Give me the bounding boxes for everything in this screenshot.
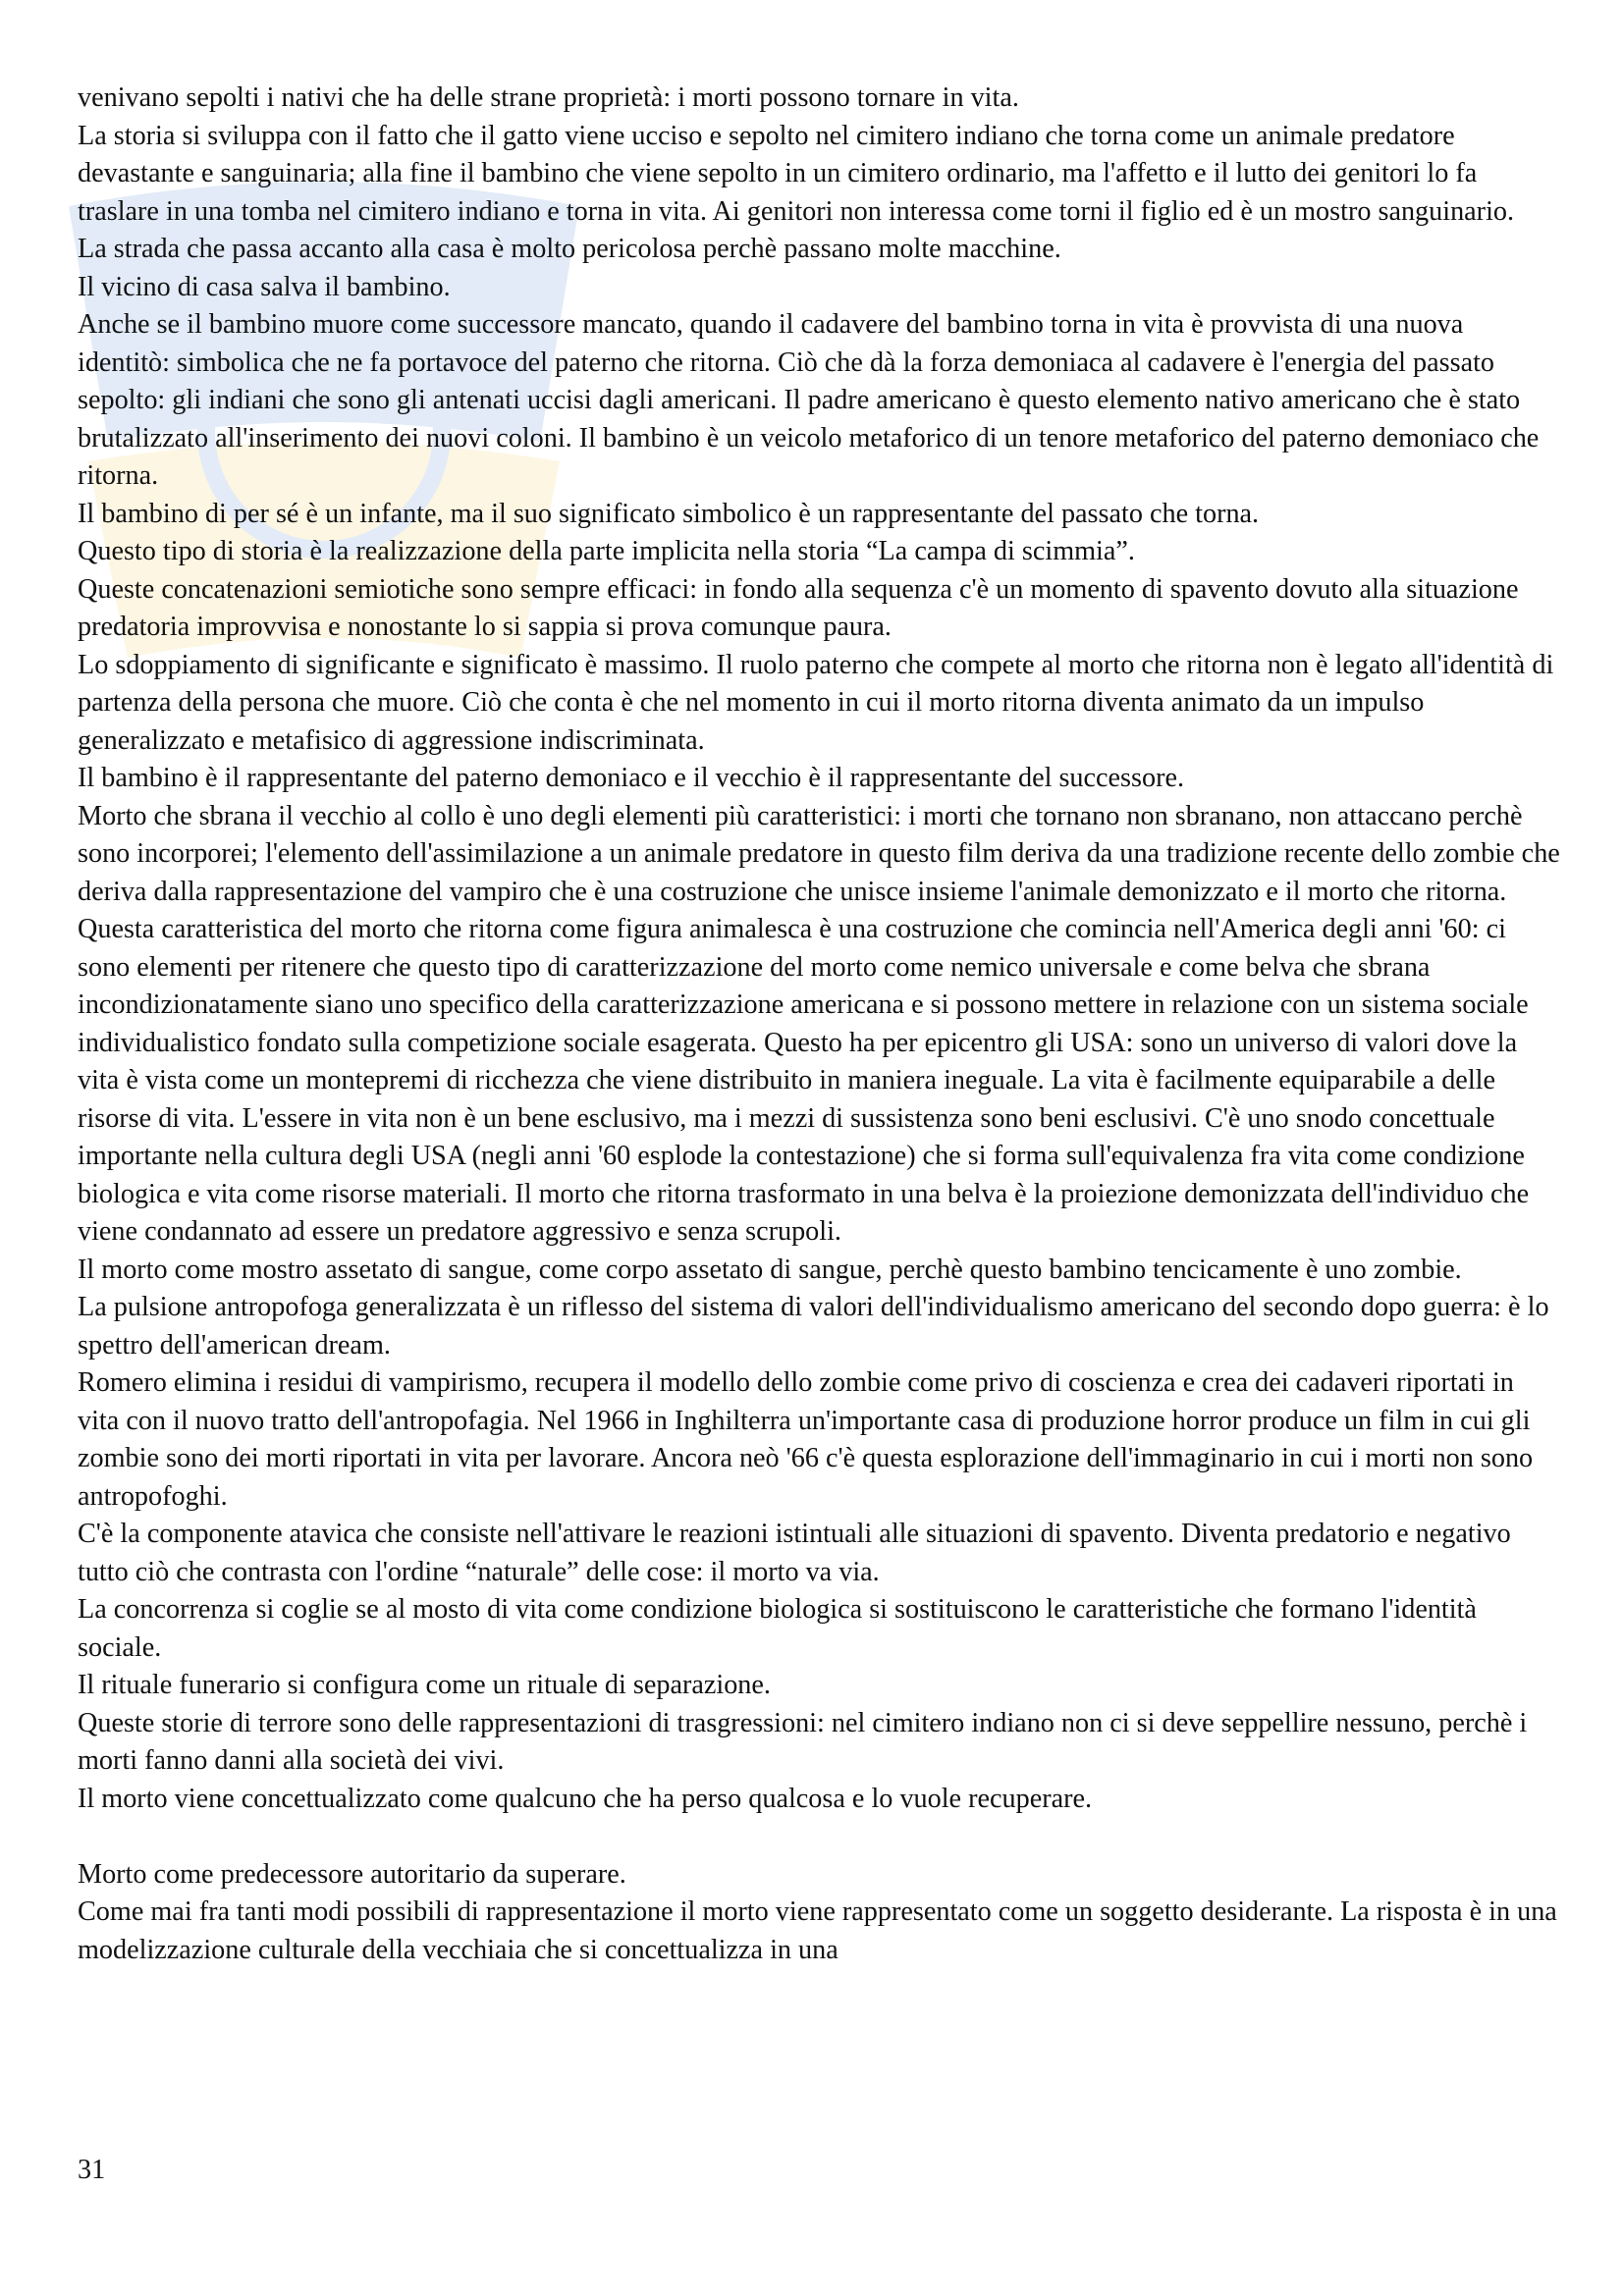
paragraph: La storia si sviluppa con il fatto che il gatto viene ucciso e sepolto nel cimitero indiano che torna come un animale predatore devastante e sanguinaria; alla fine il bambino che viene sepolto in un cimitero ordinario, ma l'affetto e il lutto dei genitori lo fa traslare in una tomba nel cimitero indiano e torna in vita. Ai genitori non interessa come torni il figlio ed è un mostro sanguinario. <box>78 120 1515 227</box>
paragraph: Lo sdoppiamento di significante e significato è massimo. Il ruolo paterno che compete al morto che ritorna non è legato all'identità di partenza della persona che muore. Ciò che conta è che nel momento in cui il morto ritorna diventa animato da un impulso generalizzato e metafisico di aggressione indiscriminata. <box>78 649 1554 756</box>
paragraph: Il vicino di casa salva il bambino. <box>78 271 451 302</box>
paragraph: Questo tipo di storia è la realizzazione della parte implicita nella storia “La campa di scimmia”. <box>78 536 1135 566</box>
paragraph: Il morto come mostro assetato di sangue, come corpo assetato di sangue, perchè questo bambino tencicamente è uno zombie. <box>78 1254 1462 1285</box>
document-body <box>78 80 1560 1969</box>
paragraph: Il morto viene concettualizzato come qualcuno che ha perso qualcosa e lo vuole recuperare. <box>78 1783 1093 1814</box>
paragraph: Queste storie di terrore sono delle rappresentazioni di trasgressioni: nel cimitero indiano non ci si deve seppellire nessuno, perchè i morti fanno danni alla società dei vivi. <box>78 1707 1528 1776</box>
paragraph: La concorrenza si coglie se al mosto di vita come condizione biologica si sostituiscono le caratteristiche che formano l'identità sociale. <box>78 1594 1477 1663</box>
paragraph: Il rituale funerario si configura come un rituale di separazione. <box>78 1670 771 1700</box>
paragraph: La strada che passa accanto alla casa è molto pericolosa perchè passano molte macchine. <box>78 234 1061 264</box>
page-number: 31 <box>78 2155 106 2185</box>
paragraph: La pulsione antropofoga generalizzata è un riflesso del sistema di valori dell'individualismo americano del secondo dopo guerra: è lo spettro dell'american dream. <box>78 1292 1549 1361</box>
paragraph: Anche se il bambino muore come successore mancato, quando il cadavere del bambino torna in vita è provvista di una nuova identitò: simbolica che ne fa portavoce del paterno che ritorna. Ciò che dà la forza demoniaca al cadavere è l'energia del passato sepolto: gli indiani che sono gli antenati uccisi dagli americani. Il padre americano è questo elemento nativo americano che è stato brutalizzato all'inserimento dei nuovi coloni. Il bambino è un veicolo metaforico di un tenore metaforico del paterno demoniaco che ritorna. <box>78 309 1540 491</box>
paragraph: Il bambino è il rappresentante del paterno demoniaco e il vecchio è il rappresentante del successore. <box>78 763 1185 793</box>
paragraph: C'è la componente atavica che consiste nell'attivare le reazioni istintuali alle situazioni di spavento. Diventa predatorio e negativo tutto ciò che contrasta con l'ordine “naturale” delle cose: il morto va via. <box>78 1519 1511 1587</box>
paragraph: Morto che sbrana il vecchio al collo è uno degli elementi più caratteristici: i morti che tornano non sbranano, non attaccano perchè sono incorporei; l'elemento dell'assimilazione a un animale predatore in questo film deriva da una tradizione recente dello zombie che deriva dalla rappresentazione del vampiro che è una costruzione che unisce insieme l'animale demonizzato e il morto che ritorna. Questa caratteristica del morto che ritorna come figura animalesca è una costruzione che comincia nell'America degli anni '60: ci sono elementi per ritenere che questo tipo di caratterizzazione del morto come nemico universale e come belva che sbrana incondizionatamente siano uno specifico della caratterizzazione americana e si possono mettere in relazione con un sistema sociale individualistico fondato sulla competizione sociale esagerata. Questo ha per epicentro gli USA: sono un universo di valori dove la vita è vista come un montepremi di ricchezza che viene distribuito in maniera ineguale. La vita è facilmente equiparabile a delle risorse di vita. L'essere in vita non è un bene esclusivo, ma i mezzi di sussistenza sono beni esclusivi. C'è uno snodo concettuale importante nella cultura degli USA (negli anni '60 esplode la contestazione) che si forma sull'equivalenza fra vita come condizione biologica e vita come risorse materiali. Il morto che ritorna trasformato in una belva è la proiezione demonizzata dell'individuo che viene condannato ad essere un predatore aggressivo e senza scrupoli. <box>78 800 1560 1247</box>
paragraph: Romero elimina i residui di vampirismo, recupera il modello dello zombie come privo di coscienza e crea dei cadaveri riportati in vita con il nuovo tratto dell'antropofagia. Nel 1966 in Inghilterra un'importante casa di produzione horror produce un film in cui gli zombie sono dei morti riportati in vita per lavorare. Ancora neò '66 c'è questa esplorazione dell'immaginario in cui i morti non sono antropofoghi. <box>78 1367 1534 1512</box>
paragraph: Queste concatenazioni semiotiche sono sempre efficaci: in fondo alla sequenza c'è un momento di spavento dovuto alla situazione predatoria improvvisa e nonostante lo si sappia si prova comunque paura. <box>78 573 1519 642</box>
paragraph: Morto come predecessore autoritario da superare. <box>78 1858 626 1890</box>
paragraph: Come mai fra tanti modi possibili di rappresentazione il morto viene rappresentato come un soggetto desiderante. La risposta è in una modelizzazione culturale della vecchiaia che si concettualizza in una <box>78 1896 1557 1965</box>
paragraph: venivano sepolti i nativi che ha delle strane proprietà: i morti possono tornare in vita. <box>78 82 1019 113</box>
paragraph: Il bambino di per sé è un infante, ma il suo significato simbolico è un rappresentante del passato che torna. <box>78 498 1260 529</box>
